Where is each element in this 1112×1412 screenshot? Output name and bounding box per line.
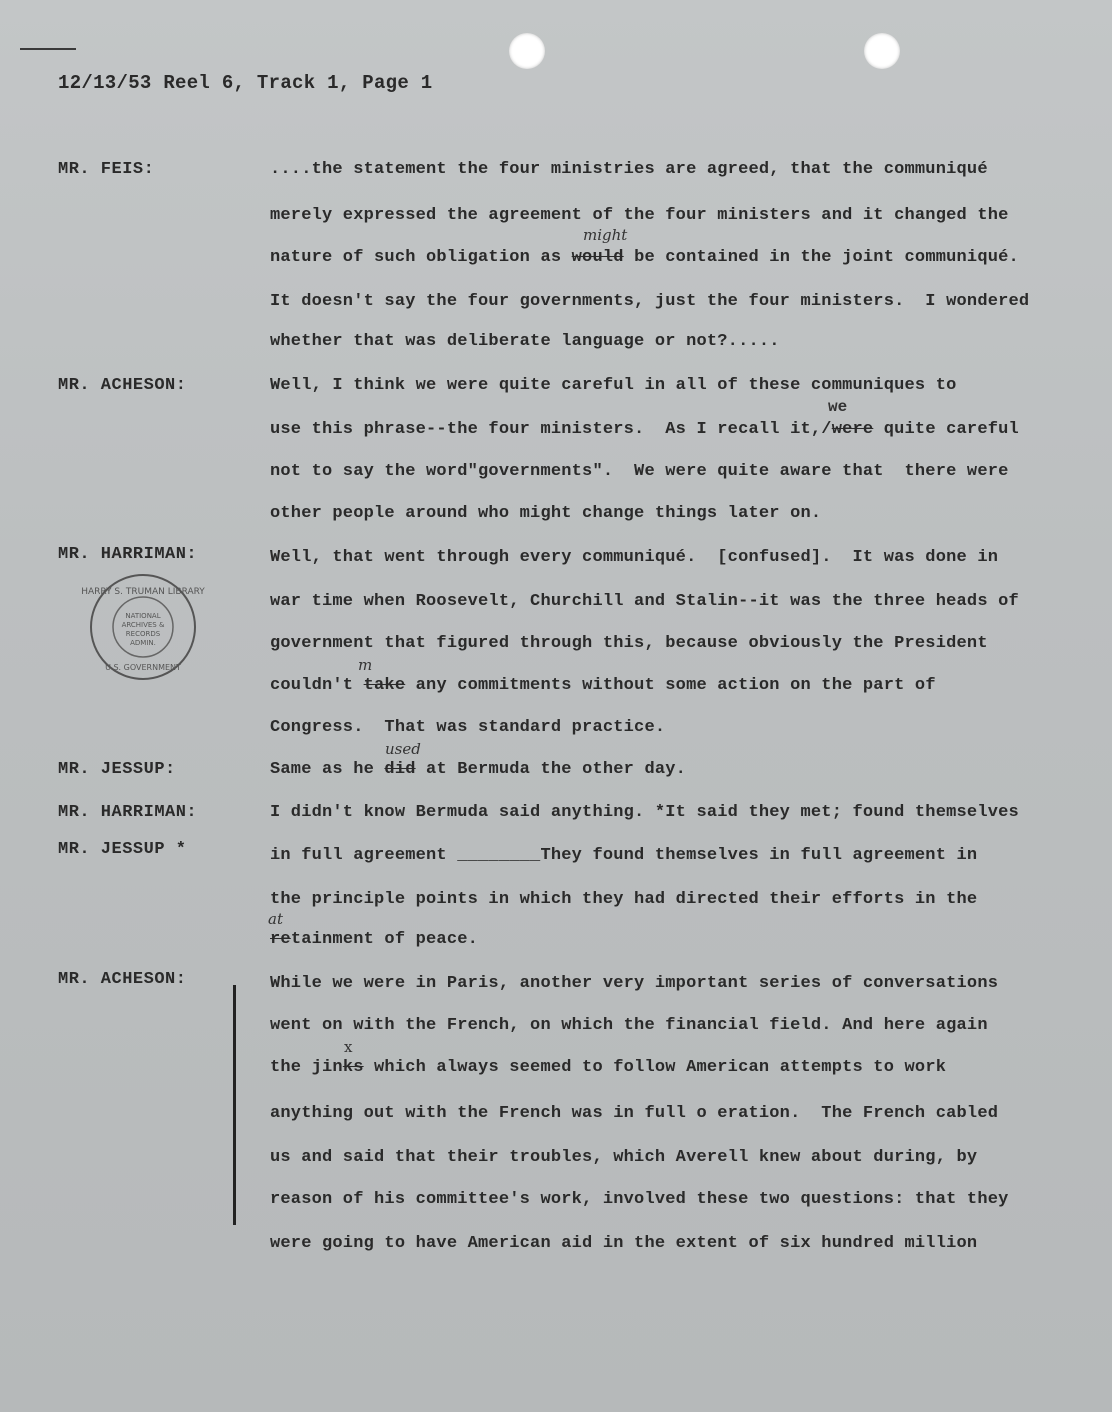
text-segment: quite careful <box>873 420 1019 439</box>
text-line: Congress. That was standard practice. <box>270 718 666 737</box>
text-line: I didn't know Bermuda said anything. *It said they met; found themselves <box>270 803 1019 822</box>
struck-word: did <box>384 760 416 779</box>
page-header: 12/13/53 Reel 6, Track 1, Page 1 <box>58 72 433 94</box>
text-segment: Same as he <box>270 760 385 779</box>
text-segment: any commitments without some action on the part of <box>405 676 936 695</box>
svg-text:RECORDS: RECORDS <box>125 630 161 638</box>
text-line: us and said that their troubles, which Averell knew about during, by <box>270 1148 978 1167</box>
text-line: reason of his committee's work, involved these two questions: that they <box>270 1190 1009 1209</box>
punch-hole-left <box>509 33 545 69</box>
svg-text:ADMIN.: ADMIN. <box>130 639 156 647</box>
text-line: were going to have American aid in the extent of six hundred million <box>270 1234 978 1253</box>
text-line: other people around who might change things later on. <box>270 504 822 523</box>
struck-word: ks <box>342 1058 364 1077</box>
handwritten-insert: might <box>583 226 628 244</box>
text-segment: nature of such obligation as <box>270 248 572 267</box>
text-segment: which always seemed to follow American attempts to work <box>363 1058 947 1077</box>
speaker-label: MR. FEIS: <box>58 160 155 179</box>
text-line: Well, I think we were quite careful in all of these communiques to <box>270 376 957 395</box>
svg-text:HARRY S. TRUMAN LIBRARY: HARRY S. TRUMAN LIBRARY <box>81 587 205 597</box>
margin-mark <box>233 985 236 1225</box>
text-line: government that figured through this, because obviously the President <box>270 634 988 653</box>
text-segment: couldn't <box>270 676 364 695</box>
text-line: in full agreement ________They found themselves in full agreement in <box>270 846 978 865</box>
speaker-label: MR. HARRIMAN: <box>58 803 198 822</box>
handwritten-insert: used <box>385 740 421 758</box>
speaker-label: MR. HARRIMAN: <box>58 545 198 564</box>
text-line: merely expressed the agreement of the four ministers and it changed the <box>270 206 1009 225</box>
text-line: It doesn't say the four governments, just the four ministers. I wondered <box>270 292 1030 311</box>
text-line: the principle points in which they had directed their efforts in the <box>270 890 978 909</box>
text-line: not to say the word"governments". We were quite aware that there were <box>270 462 1009 481</box>
handwritten-insert: at <box>268 910 283 928</box>
text-segment: be contained in the joint communiqué. <box>623 248 1019 267</box>
text-line: ....the statement the four ministries are agreed, that the communiqué <box>270 160 988 179</box>
text-line: whether that was deliberate language or not?..... <box>270 332 780 351</box>
speaker-label: MR. ACHESON: <box>58 376 187 395</box>
speaker-label: MR. JESSUP * <box>58 840 187 859</box>
edge-mark <box>20 48 76 50</box>
svg-text:NATIONAL: NATIONAL <box>125 612 161 620</box>
struck-word: would <box>571 248 624 267</box>
struck-word: re <box>270 930 291 949</box>
svg-text:ARCHIVES &: ARCHIVES & <box>121 621 165 629</box>
text-line: went on with the French, on which the financial field. And here again <box>270 1016 988 1035</box>
speaker-label: MR. JESSUP: <box>58 760 176 779</box>
text-segment: at Bermuda the other day. <box>415 760 687 779</box>
text-line: anything out with the French was in full o eration. The French cabled <box>270 1104 999 1123</box>
text-line <box>270 248 1019 267</box>
handwritten-insert: we <box>828 398 848 416</box>
text-line <box>270 676 936 695</box>
speaker-label: MR. ACHESON: <box>58 970 187 989</box>
archive-stamp <box>81 572 205 682</box>
svg-text:U.S. GOVERNMENT: U.S. GOVERNMENT <box>105 663 181 672</box>
text-line <box>270 760 686 779</box>
text-line <box>270 1058 946 1077</box>
text-line <box>270 420 1019 439</box>
text-line <box>270 930 478 949</box>
text-segment: tainment of peace. <box>290 930 479 949</box>
text-segment: use this phrase--the four ministers. As I recall it,/ <box>270 420 832 439</box>
punch-hole-right <box>864 33 900 69</box>
handwritten-insert: m <box>358 656 373 674</box>
struck-word: were <box>831 420 874 439</box>
text-line: war time when Roosevelt, Churchill and Stalin--it was the three heads of <box>270 592 1019 611</box>
struck-word: take <box>363 676 406 695</box>
text-line: Well, that went through every communiqué. [confused]. It was done in <box>270 548 999 567</box>
handwritten-insert: x <box>344 1038 353 1056</box>
text-segment: the jin <box>270 1058 343 1077</box>
text-line: While we were in Paris, another very important series of conversations <box>270 974 999 993</box>
